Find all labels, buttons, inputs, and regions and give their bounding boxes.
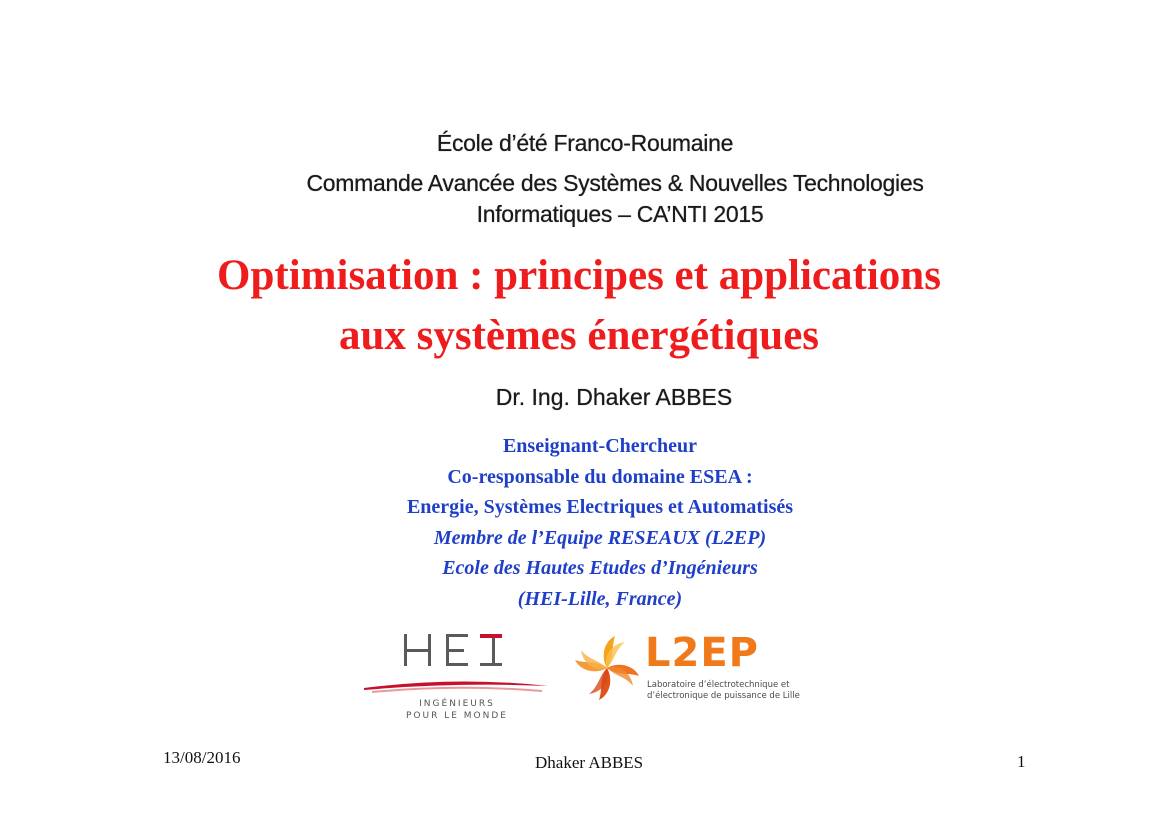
affiliation-coresponsable: Co-responsable du domaine ESEA : <box>447 465 753 488</box>
hei-logo <box>362 628 552 724</box>
affiliation-role: Enseignant-Chercheur <box>502 435 698 457</box>
affiliation-school: Ecole des Hautes Etudes d’Ingénieurs <box>442 557 758 579</box>
affiliation-domain: Energie, Systèmes Electriques et Automatisés <box>406 496 794 518</box>
school-title: École d’été Franco-Roumaine <box>436 130 734 156</box>
affiliation-place: (HEI-Lille, France) <box>517 587 683 610</box>
conference-subtitle: Informatiques – CA’NTI 2015 <box>476 201 764 227</box>
l2ep-logo-sub1: Laboratoire d’électrotechnique et <box>647 680 790 690</box>
l2ep-logo-graphic <box>575 628 820 708</box>
hei-logo-sub2: POUR LE MONDE <box>406 711 508 721</box>
presentation-title-line-2: aux systèmes énergétiques <box>338 312 820 359</box>
conference-title: Commande Avancée des Systèmes & Nouvelles Technologies <box>306 170 924 196</box>
hei-logo-sub1: INGÉNIEURS <box>419 699 495 709</box>
author-name: Dr. Ing. Dhaker ABBES <box>495 384 733 410</box>
l2ep-pinwheel-icon <box>575 636 639 700</box>
affiliation-team: Membre de l’Equipe RESEAUX (L2EP) <box>433 526 767 549</box>
l2ep-logo-sub2: d’électronique de puissance de Lille <box>647 691 800 701</box>
footer-date: 13/08/2016 <box>163 748 241 767</box>
presentation-title-line-1: Optimisation : principes et applications <box>217 252 941 299</box>
affiliation-block <box>280 431 920 614</box>
hei-logo-graphic <box>362 628 552 724</box>
footer-page-number: 1 <box>1017 752 1026 771</box>
l2ep-logo <box>575 628 820 708</box>
footer-author: Dhaker ABBES <box>535 753 644 772</box>
l2ep-logo-text: L2EP <box>645 630 759 676</box>
